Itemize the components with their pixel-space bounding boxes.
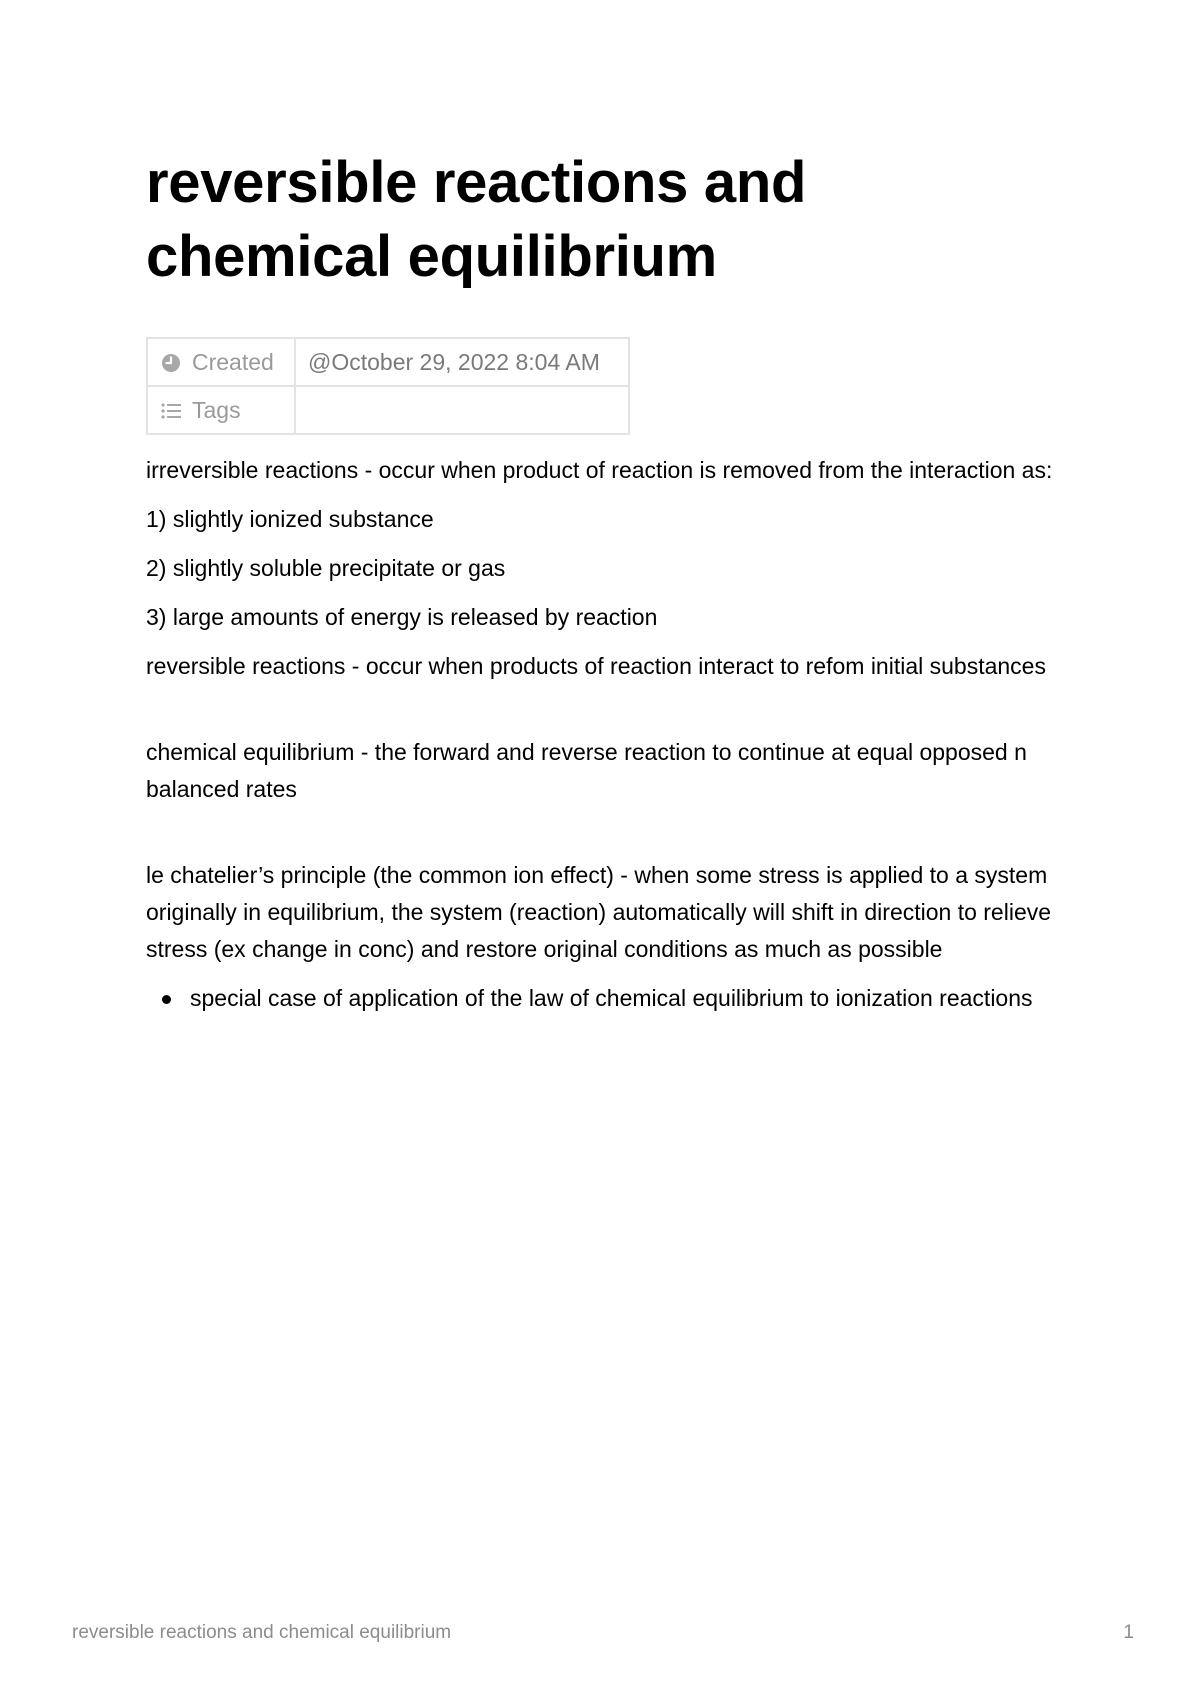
clock-icon [160, 352, 182, 374]
paragraph-list-item-3: 3) large amounts of energy is released by reaction [146, 604, 658, 630]
paragraph-irreversible: irreversible reactions - occur when product of reaction is removed from the interaction as: [146, 457, 1053, 483]
empty-line [146, 697, 1066, 734]
property-key-created [147, 338, 295, 386]
paragraph-le-chatelier: le chatelier’s principle (the common ion effect) - when some stress is applied to a system originally in equilibrium, the system (reaction) automatically will shift in direction to relieve stress (ex change in conc) and restore original conditions as much as possible [146, 862, 1052, 962]
bullet-list [146, 980, 1066, 1017]
bullet-dot-icon [162, 995, 171, 1004]
paragraph-list-item-2: 2) slightly soluble precipitate or gas [146, 555, 506, 581]
paragraph-reversible: reversible reactions - occur when products of reaction interact to refom initial substances [146, 653, 1046, 679]
empty-line [146, 820, 1066, 857]
document-body [146, 452, 1066, 1017]
tags-value[interactable] [295, 386, 629, 434]
paragraph-list-item-1: 1) slightly ionized substance [146, 506, 434, 532]
property-label-created: Created [192, 348, 274, 375]
property-row-tags [147, 386, 629, 434]
created-date-value[interactable]: @October 29, 2022 8:04 AM [295, 338, 629, 386]
list-icon [160, 400, 182, 422]
footer-document-title: reversible reactions and chemical equilibrium [72, 1622, 452, 1643]
property-row-created [147, 338, 629, 386]
bullet-text: special case of application of the law of chemical equilibrium to ionization reactions [190, 985, 1033, 1011]
list-item [146, 980, 1066, 1017]
paragraph-chemical-equilibrium: chemical equilibrium - the forward and reverse reaction to continue at equal opposed n balanced rates [146, 739, 1027, 802]
property-label-tags: Tags [192, 396, 241, 423]
page-title: reversible reactions and chemical equilibrium [146, 150, 807, 289]
footer-page-number: 1 [1123, 1622, 1134, 1643]
properties-table [146, 337, 630, 435]
property-key-tags [147, 386, 295, 434]
